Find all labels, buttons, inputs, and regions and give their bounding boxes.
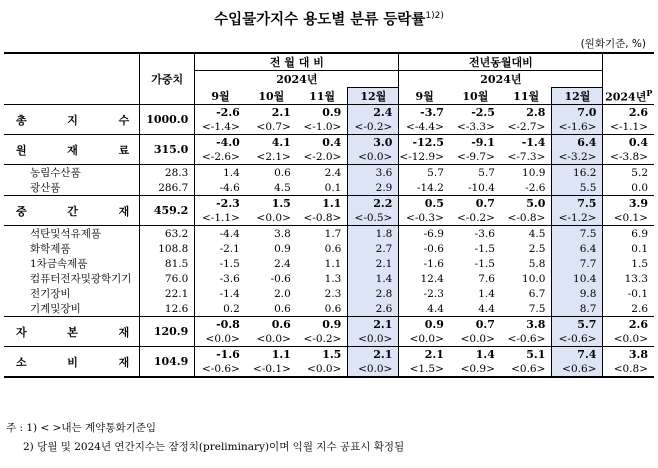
value-cell: 1.7: [297, 226, 348, 242]
weight-value: 286.7: [140, 180, 195, 196]
contract-value-cell: <-1.1>: [201, 212, 240, 225]
value-cell: 1.4: [195, 165, 246, 181]
value-cell: -3.7: [399, 105, 450, 121]
value-cell: 3.8: [246, 226, 297, 242]
value-cell: 2.9: [348, 180, 399, 196]
item-label-text: 전기장비: [30, 288, 71, 301]
value-cell: 2.7: [348, 241, 399, 256]
category-label: 자 본 재: [4, 317, 140, 347]
contract-value-cell: <-1.0>: [303, 121, 342, 134]
value-cell: 1.8: [348, 226, 399, 242]
value-cell: 2.5: [528, 242, 546, 255]
value-cell: 0.9: [274, 242, 291, 255]
value-cell: -0.6: [270, 272, 291, 285]
contract-value-cell: <0.0>: [460, 333, 495, 346]
value-cell: 2.0: [274, 287, 291, 300]
value-cell: 1.3: [324, 272, 342, 285]
contract-value-cell: <0.0>: [256, 333, 291, 346]
value-cell: 5.7: [399, 165, 450, 181]
footnote-2: 2) 당월 및 2024년 연간지수는 잠정치(preliminary)이며 익월 지수 공표시 확정됨: [23, 441, 405, 453]
contract-value-cell: <-1.4>: [201, 121, 240, 134]
item-label: [4, 180, 140, 196]
value-cell: 10.4: [552, 271, 603, 286]
value-cell: 5.1: [501, 347, 552, 363]
contract-value-cell: <1.5>: [399, 362, 450, 377]
value-cell: -0.1: [627, 287, 648, 300]
value-cell: 7.5: [528, 302, 546, 315]
value-cell: 13.3: [624, 272, 648, 285]
value-cell: -14.2: [416, 181, 444, 194]
value-cell: 7.0: [552, 105, 603, 121]
item-label-text: 농림수산품: [30, 167, 81, 180]
value-cell: 1.1: [324, 257, 342, 270]
value-cell: 10.9: [501, 165, 552, 181]
month-header: 11월: [309, 89, 336, 103]
value-cell: 2.4: [348, 105, 399, 121]
value-cell: 16.2: [552, 165, 603, 181]
table-row: [4, 196, 654, 212]
contract-value-cell: <-2.6>: [201, 151, 240, 164]
category-label: 소 비 재: [4, 347, 140, 378]
value-cell: -6.9: [399, 226, 450, 242]
month-header: 12월: [348, 88, 399, 105]
month-header: 10월: [258, 89, 285, 103]
value-cell: 5.5: [552, 180, 603, 196]
contract-value-cell: <-0.2>: [303, 333, 342, 346]
value-cell: 0.4: [297, 135, 348, 151]
corner-cell: [4, 53, 140, 105]
contract-value-cell: <-7.3>: [507, 151, 546, 164]
table-row-item: [4, 226, 654, 242]
value-cell: -1.4: [219, 287, 240, 300]
weight-value: 63.2: [140, 226, 195, 242]
contract-value-cell: <-0.6>: [552, 332, 603, 347]
annual-label: 2024년: [605, 90, 647, 104]
weight-value: 28.3: [140, 165, 195, 181]
contract-value-cell: <-0.2>: [457, 212, 495, 225]
contract-value-cell: <-1.1>: [610, 121, 648, 134]
weight-value: 459.2: [140, 196, 195, 226]
title-footnote-mark: 1)2): [425, 11, 444, 22]
contract-value-cell: <0.1>: [613, 212, 648, 225]
contract-value-cell: <-0.6>: [195, 362, 246, 377]
value-cell: 6.4: [552, 241, 603, 256]
unit-note: (원화기준, %): [580, 38, 646, 50]
contract-value-cell: <0.9>: [450, 362, 501, 377]
value-cell: 1.4: [450, 347, 501, 363]
contract-value-cell: <-3.8>: [610, 151, 648, 164]
value-cell: 5.0: [501, 196, 552, 212]
value-cell: 0.0: [631, 181, 648, 194]
value-cell: 2.1: [348, 317, 399, 333]
value-cell: 3.8: [501, 317, 552, 333]
contract-value-cell: <-4.4>: [406, 121, 444, 134]
value-cell: 2.3: [324, 287, 342, 300]
value-cell: 8.7: [552, 301, 603, 317]
contract-value-cell: <-0.5>: [348, 211, 399, 226]
contract-value-cell: <0.0>: [348, 150, 399, 165]
value-cell: 0.1: [631, 242, 648, 255]
value-cell: 2.8: [501, 105, 552, 121]
value-cell: -0.6: [423, 242, 444, 255]
value-cell: 7.5: [552, 226, 603, 242]
table-row-item: [4, 286, 654, 301]
value-cell: 6.7: [528, 287, 546, 300]
value-cell: 10.0: [522, 272, 546, 285]
table-row: [4, 105, 654, 121]
value-cell: 0.6: [274, 302, 291, 315]
yoy-year-header: 2024년: [399, 71, 603, 88]
value-cell: 9.8: [552, 286, 603, 301]
contract-value-cell: <-0.8>: [303, 212, 342, 225]
weight-value: 104.9: [140, 347, 195, 378]
footnotes: [6, 419, 404, 457]
value-cell: 5.8: [528, 257, 546, 270]
value-cell: 4.4: [478, 302, 495, 315]
value-cell: 5.7: [450, 165, 501, 181]
item-label-text: 기계및장비: [30, 303, 81, 316]
contract-value-cell: <-3.2>: [552, 150, 603, 165]
contract-value-cell: <0.6>: [552, 362, 603, 377]
title-text: 수입물가지수 용도별 분류 등락률: [214, 12, 426, 28]
contract-value-cell: <-2.7>: [507, 121, 546, 134]
item-label: [4, 226, 140, 242]
contract-value-cell: <-2.0>: [303, 151, 342, 164]
contract-value-cell: <-9.7>: [457, 151, 495, 164]
value-cell: 7.5: [552, 196, 603, 212]
value-cell: 2.1: [246, 105, 297, 121]
item-label-text: 컴퓨터전자및광학기기: [30, 273, 132, 286]
contract-value-cell: <0.0>: [409, 333, 444, 346]
value-cell: 2.4: [274, 257, 291, 270]
weight-value: 108.8: [140, 241, 195, 256]
contract-value-cell: <0.7>: [256, 121, 291, 134]
weight-value: 22.1: [140, 286, 195, 301]
price-index-table: [4, 52, 654, 378]
value-cell: 7.4: [552, 347, 603, 363]
month-header: 12월: [552, 88, 603, 105]
value-cell: 5.2: [603, 165, 654, 181]
contract-value-cell: <0.6>: [501, 362, 552, 377]
value-cell: -4.0: [195, 135, 246, 151]
item-label: [4, 256, 140, 271]
contract-value-cell: <-0.1>: [246, 362, 297, 377]
table-row-item: [4, 271, 654, 286]
value-cell: 0.7: [450, 317, 501, 333]
value-cell: 4.4: [427, 302, 444, 315]
value-cell: 6.4: [552, 135, 603, 151]
contract-value-cell: <0.0>: [297, 362, 348, 377]
mom-header: 전 월 대 비: [195, 53, 399, 71]
value-cell: -1.5: [219, 257, 240, 270]
value-cell: -9.1: [450, 135, 501, 151]
weight-header: 가중치: [140, 53, 195, 105]
value-cell: -10.4: [467, 181, 495, 194]
value-cell: 2.6: [603, 105, 654, 121]
item-label-text: 석탄및석유제품: [30, 228, 102, 241]
value-cell: -1.6: [195, 347, 246, 363]
category-label: 중 간 재: [4, 196, 140, 226]
yoy-header: 전년동월대비: [399, 53, 603, 71]
table-row-item: [4, 165, 654, 181]
table-row-item: [4, 180, 654, 196]
value-cell: 1.4: [478, 287, 495, 300]
month-header: 11월: [513, 89, 540, 103]
contract-value-cell: <-0.2>: [348, 120, 399, 135]
value-cell: -4.6: [219, 181, 240, 194]
value-cell: 3.0: [348, 135, 399, 151]
weight-value: 81.5: [140, 256, 195, 271]
weight-value: 120.9: [140, 317, 195, 347]
value-cell: -2.6: [525, 181, 546, 194]
value-cell: 0.9: [297, 317, 348, 333]
item-label-text: 1차금속제품: [30, 258, 88, 271]
value-cell: 1.5: [297, 347, 348, 363]
month-header: 9월: [211, 89, 230, 103]
value-cell: -2.3: [195, 196, 246, 212]
contract-value-cell: <-0.8>: [507, 212, 546, 225]
weight-value: 76.0: [140, 271, 195, 286]
weight-value: 12.6: [140, 301, 195, 317]
value-cell: 6.9: [603, 226, 654, 242]
table-row-item: [4, 301, 654, 317]
contract-value-cell: <0.8>: [603, 362, 654, 377]
footnote-1: 주 : 1) < >내는 계약통화기준임: [6, 422, 157, 434]
value-cell: -2.5: [450, 105, 501, 121]
contract-value-cell: <0.0>: [613, 333, 648, 346]
value-cell: -1.6: [423, 257, 444, 270]
value-cell: 0.6: [246, 165, 297, 181]
value-cell: 2.6: [348, 301, 399, 317]
value-cell: 0.4: [603, 135, 654, 151]
value-cell: 2.1: [348, 347, 399, 363]
value-cell: -3.6: [219, 272, 240, 285]
value-cell: -3.6: [450, 226, 501, 242]
table-row: [4, 347, 654, 363]
value-cell: -0.8: [195, 317, 246, 333]
value-cell: 4.5: [501, 226, 552, 242]
value-cell: 4.5: [274, 181, 291, 194]
contract-value-cell: <-1.6>: [552, 120, 603, 135]
value-cell: 3.9: [603, 196, 654, 212]
value-cell: 2.6: [631, 302, 648, 315]
value-cell: 0.2: [223, 302, 240, 315]
item-label: [4, 286, 140, 301]
value-cell: 0.6: [324, 242, 342, 255]
value-cell: 7.7: [552, 256, 603, 271]
contract-value-cell: <-1.2>: [552, 211, 603, 226]
value-cell: 5.7: [552, 317, 603, 333]
value-cell: 0.6: [246, 317, 297, 333]
contract-value-cell: <-12.9>: [399, 151, 444, 164]
month-header: 10월: [462, 89, 489, 103]
contract-value-cell: <-0.3>: [406, 212, 444, 225]
table-row-item: [4, 241, 654, 256]
category-label: 원 재 료: [4, 135, 140, 165]
value-cell: 1.1: [246, 347, 297, 363]
value-cell: -2.6: [195, 105, 246, 121]
table-row-item: [4, 256, 654, 271]
mom-year-header: 2024년: [195, 71, 399, 88]
value-cell: 1.1: [297, 196, 348, 212]
value-cell: -2.3: [423, 287, 444, 300]
value-cell: 0.9: [297, 105, 348, 121]
value-cell: -2.1: [219, 242, 240, 255]
value-cell: 7.6: [478, 272, 495, 285]
value-cell: 2.2: [348, 196, 399, 212]
weight-value: 1000.0: [140, 105, 195, 135]
annual-header: [603, 88, 654, 105]
value-cell: 4.1: [246, 135, 297, 151]
item-label: [4, 271, 140, 286]
item-label-text: 광산품: [30, 182, 61, 195]
table-row: [4, 317, 654, 333]
value-cell: 12.4: [420, 272, 444, 285]
contract-value-cell: <0.0>: [348, 332, 399, 347]
value-cell: 0.6: [324, 302, 342, 315]
value-cell: 2.1: [399, 347, 450, 363]
value-cell: 3.8: [603, 347, 654, 363]
contract-value-cell: <0.0>: [256, 212, 291, 225]
contract-value-cell: <0.0>: [348, 362, 399, 377]
value-cell: 2.6: [603, 317, 654, 333]
value-cell: 2.8: [348, 286, 399, 301]
value-cell: 0.9: [399, 317, 450, 333]
contract-value-cell: <2.1>: [256, 151, 291, 164]
month-header: 9월: [415, 89, 434, 103]
value-cell: -1.5: [474, 242, 495, 255]
annual-preliminary-mark: P: [646, 87, 653, 98]
value-cell: -1.4: [501, 135, 552, 151]
value-cell: -1.5: [474, 257, 495, 270]
value-cell: 2.4: [297, 165, 348, 181]
table-row: [4, 135, 654, 151]
table-title: [0, 8, 658, 29]
contract-value-cell: <-3.3>: [457, 121, 495, 134]
item-label: [4, 241, 140, 256]
value-cell: 0.1: [324, 181, 342, 194]
contract-value-cell: <0.0>: [205, 333, 240, 346]
category-label: 총 지 수: [4, 105, 140, 135]
annual-header-blank: [603, 53, 654, 88]
value-cell: 1.4: [348, 271, 399, 286]
item-label-text: 화학제품: [30, 243, 71, 256]
value-cell: 0.7: [450, 196, 501, 212]
value-cell: 2.1: [348, 256, 399, 271]
item-label: [4, 301, 140, 317]
value-cell: 1.5: [631, 257, 648, 270]
value-cell: 3.6: [348, 165, 399, 181]
value-cell: 1.5: [246, 196, 297, 212]
contract-value-cell: <-0.6>: [507, 333, 546, 346]
weight-value: 315.0: [140, 135, 195, 165]
value-cell: -12.5: [399, 135, 450, 151]
value-cell: -4.4: [195, 226, 246, 242]
value-cell: 0.5: [399, 196, 450, 212]
item-label: [4, 165, 140, 181]
